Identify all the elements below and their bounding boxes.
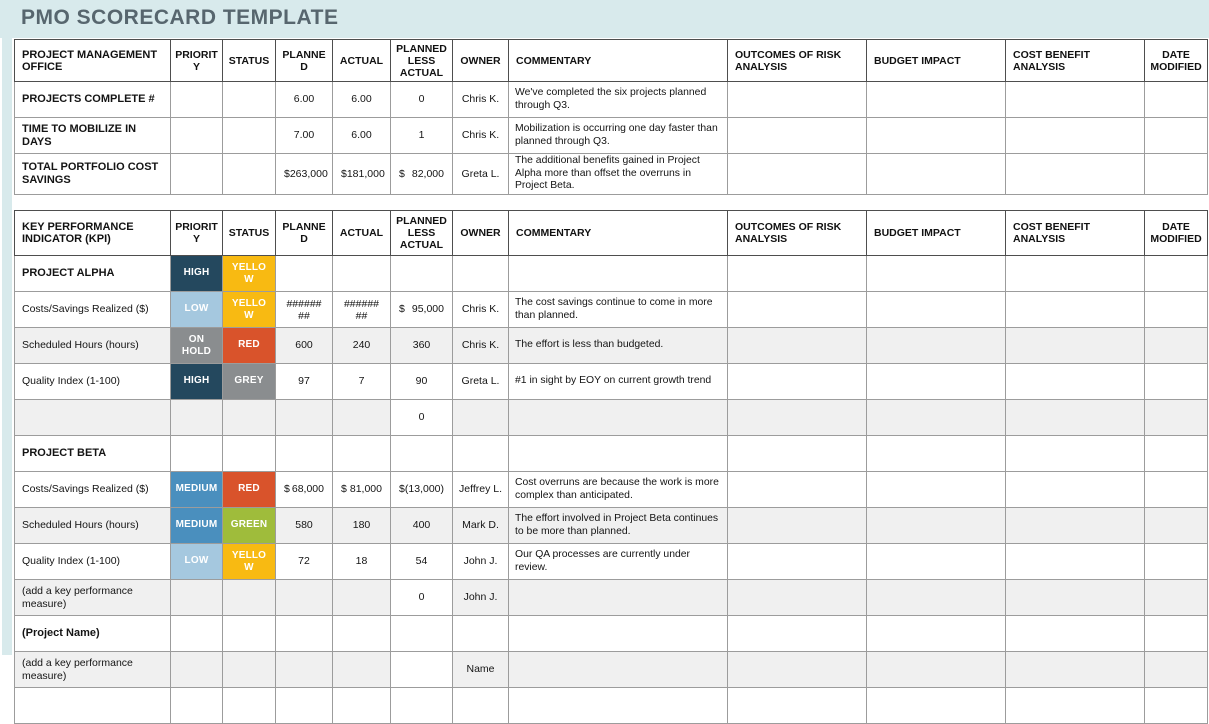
title-bar bbox=[0, 0, 1209, 38]
currency-value bbox=[394, 483, 449, 496]
table-row bbox=[15, 616, 1208, 652]
currency-symbol: $ bbox=[399, 483, 405, 496]
cell-label[interactable]: (Project Name) bbox=[15, 616, 171, 652]
cell-commentary[interactable]: Our QA processes are currently under review. bbox=[509, 544, 728, 580]
currency-amount: (13,000) bbox=[404, 483, 444, 496]
cell-priority[interactable] bbox=[171, 154, 223, 195]
cell-priority[interactable] bbox=[171, 580, 223, 616]
col-header-outcomes-of-risk-analysis[interactable]: OUTCOMES OF RISK ANALYSIS bbox=[728, 40, 867, 82]
pmo-summary-table bbox=[14, 39, 1208, 195]
currency-symbol: $ bbox=[399, 167, 405, 180]
currency-symbol: $ bbox=[341, 167, 347, 180]
cell-risk[interactable] bbox=[728, 616, 867, 652]
cell-actual[interactable] bbox=[333, 580, 391, 616]
cell-owner[interactable]: John J. bbox=[453, 544, 509, 580]
cell-risk[interactable] bbox=[728, 82, 867, 118]
cell-pla[interactable]: 54 bbox=[391, 544, 453, 580]
status-badge: GREEN bbox=[230, 519, 268, 531]
cell-status[interactable] bbox=[223, 436, 276, 472]
kpi-table bbox=[14, 210, 1208, 724]
cell-status[interactable] bbox=[223, 616, 276, 652]
cell-risk[interactable] bbox=[728, 400, 867, 436]
cell-priority[interactable] bbox=[171, 118, 223, 154]
col-header-date-modified[interactable]: DATE MODIFIED bbox=[1145, 40, 1208, 82]
cell-status[interactable] bbox=[223, 652, 276, 688]
cell-pla[interactable]: 0 bbox=[391, 82, 453, 118]
overflow-hashes: ######## bbox=[286, 297, 322, 322]
cell-date[interactable] bbox=[1145, 436, 1208, 472]
cell-status[interactable] bbox=[223, 544, 276, 580]
table-row bbox=[15, 508, 1208, 544]
cell-risk[interactable] bbox=[728, 256, 867, 292]
cell-commentary[interactable]: The effort is less than budgeted. bbox=[509, 328, 728, 364]
cell-priority[interactable] bbox=[171, 400, 223, 436]
cell-pla[interactable] bbox=[391, 436, 453, 472]
cell-date[interactable] bbox=[1145, 118, 1208, 154]
table-row bbox=[15, 544, 1208, 580]
cell-owner[interactable] bbox=[453, 436, 509, 472]
cell-cost[interactable] bbox=[1006, 82, 1145, 118]
cell-budget[interactable] bbox=[867, 472, 1006, 508]
cell-status[interactable] bbox=[223, 400, 276, 436]
cell-planned[interactable] bbox=[276, 256, 333, 292]
cell-cost[interactable] bbox=[1006, 436, 1145, 472]
cell-planned[interactable] bbox=[276, 688, 333, 724]
cell-commentary[interactable]: The effort involved in Project Beta continues to be more than planned. bbox=[509, 508, 728, 544]
cell-planned[interactable] bbox=[276, 616, 333, 652]
cell-cost[interactable] bbox=[1006, 508, 1145, 544]
col-header-budget-impact[interactable]: BUDGET IMPACT bbox=[867, 40, 1006, 82]
cell-label[interactable]: Costs/Savings Realized ($) bbox=[15, 472, 171, 508]
cell-cost[interactable] bbox=[1006, 580, 1145, 616]
cell-budget[interactable] bbox=[867, 328, 1006, 364]
cell-cost[interactable] bbox=[1006, 118, 1145, 154]
cell-owner[interactable]: Jeffrey L. bbox=[453, 472, 509, 508]
cell-cost[interactable] bbox=[1006, 616, 1145, 652]
currency-value bbox=[279, 483, 329, 496]
table-row bbox=[15, 82, 1208, 118]
cell-actual[interactable] bbox=[333, 472, 391, 508]
cell-actual[interactable] bbox=[333, 256, 391, 292]
cell-status[interactable] bbox=[223, 688, 276, 724]
col-header-priority[interactable]: PRIORITY bbox=[171, 211, 223, 256]
col-header-planned[interactable]: PLANNED bbox=[276, 40, 333, 82]
currency-value bbox=[394, 168, 449, 181]
cell-pla[interactable] bbox=[391, 472, 453, 508]
col-header-status[interactable]: STATUS bbox=[223, 40, 276, 82]
cell-priority[interactable] bbox=[171, 688, 223, 724]
cell-owner[interactable]: Greta L. bbox=[453, 364, 509, 400]
cell-commentary[interactable]: The cost savings continue to come in more than planned. bbox=[509, 292, 728, 328]
cell-risk[interactable] bbox=[728, 688, 867, 724]
cell-date[interactable] bbox=[1145, 82, 1208, 118]
cell-status[interactable] bbox=[223, 292, 276, 328]
cell-planned[interactable]: 600 bbox=[276, 328, 333, 364]
cell-date[interactable] bbox=[1145, 580, 1208, 616]
cell-priority[interactable] bbox=[171, 292, 223, 328]
cell-label[interactable]: TIME TO MOBILIZE IN DAYS bbox=[15, 118, 171, 154]
cell-commentary[interactable] bbox=[509, 256, 728, 292]
col-header-commentary[interactable]: COMMENTARY bbox=[509, 211, 728, 256]
cell-actual[interactable] bbox=[333, 688, 391, 724]
cell-cost[interactable] bbox=[1006, 328, 1145, 364]
cell-cost[interactable] bbox=[1006, 472, 1145, 508]
currency-amount: 81,000 bbox=[349, 483, 382, 496]
cell-status[interactable] bbox=[223, 472, 276, 508]
cell-risk[interactable] bbox=[728, 508, 867, 544]
cell-date[interactable] bbox=[1145, 688, 1208, 724]
cell-planned[interactable] bbox=[276, 292, 333, 328]
cell-budget[interactable] bbox=[867, 256, 1006, 292]
cell-actual[interactable]: 7 bbox=[333, 364, 391, 400]
table-row bbox=[15, 400, 1208, 436]
left-margin-strip bbox=[2, 38, 12, 655]
cell-status[interactable] bbox=[223, 256, 276, 292]
table-row bbox=[15, 328, 1208, 364]
cell-status[interactable] bbox=[223, 364, 276, 400]
cell-actual[interactable] bbox=[333, 292, 391, 328]
cell-risk[interactable] bbox=[728, 472, 867, 508]
currency-symbol: $ bbox=[341, 483, 347, 496]
cell-label[interactable]: Quality Index (1-100) bbox=[15, 544, 171, 580]
cell-budget[interactable] bbox=[867, 118, 1006, 154]
cell-budget[interactable] bbox=[867, 544, 1006, 580]
cell-budget[interactable] bbox=[867, 616, 1006, 652]
cell-actual[interactable]: 18 bbox=[333, 544, 391, 580]
col-header-project-management-office[interactable]: PROJECT MANAGEMENT OFFICE bbox=[15, 40, 171, 82]
cell-pla[interactable]: 0 bbox=[391, 580, 453, 616]
col-header-actual[interactable]: ACTUAL bbox=[333, 40, 391, 82]
cell-date[interactable] bbox=[1145, 364, 1208, 400]
cell-budget[interactable] bbox=[867, 436, 1006, 472]
cell-commentary[interactable] bbox=[509, 400, 728, 436]
cell-priority[interactable] bbox=[171, 82, 223, 118]
col-header-status[interactable]: STATUS bbox=[223, 211, 276, 256]
cell-status[interactable] bbox=[223, 508, 276, 544]
cell-actual[interactable] bbox=[333, 154, 391, 195]
col-header-planned-less-actual[interactable]: PLANNED LESS ACTUAL bbox=[391, 211, 453, 256]
status-badge: YELLOW bbox=[231, 549, 267, 573]
currency-amount: 82,000 bbox=[411, 167, 444, 180]
cell-pla[interactable] bbox=[391, 154, 453, 195]
cell-budget[interactable] bbox=[867, 688, 1006, 724]
table-row bbox=[15, 580, 1208, 616]
cell-label[interactable]: (add a key performance measure) bbox=[15, 580, 171, 616]
cell-priority[interactable] bbox=[171, 328, 223, 364]
cell-owner[interactable] bbox=[453, 256, 509, 292]
col-header-cost-benefit-analysis[interactable]: COST BENEFIT ANALYSIS bbox=[1006, 40, 1145, 82]
currency-value bbox=[279, 168, 329, 181]
cell-risk[interactable] bbox=[728, 436, 867, 472]
cell-priority[interactable] bbox=[171, 472, 223, 508]
cell-status[interactable] bbox=[223, 118, 276, 154]
table-row bbox=[15, 364, 1208, 400]
table-row bbox=[15, 652, 1208, 688]
currency-symbol: $ bbox=[399, 303, 405, 316]
cell-budget[interactable] bbox=[867, 82, 1006, 118]
priority-badge: ON HOLD bbox=[181, 333, 212, 357]
col-header-commentary[interactable]: COMMENTARY bbox=[509, 40, 728, 82]
currency-amount: 181,000 bbox=[346, 167, 385, 180]
cell-cost[interactable] bbox=[1006, 652, 1145, 688]
status-badge: GREY bbox=[234, 375, 264, 387]
col-header-actual[interactable]: ACTUAL bbox=[333, 211, 391, 256]
priority-badge: HIGH bbox=[183, 267, 210, 279]
cell-pla[interactable] bbox=[391, 652, 453, 688]
table-row bbox=[15, 118, 1208, 154]
cell-commentary[interactable]: Mobilization is occurring one day faster than planned through Q3. bbox=[509, 118, 728, 154]
cell-date[interactable] bbox=[1145, 292, 1208, 328]
cell-date[interactable] bbox=[1145, 400, 1208, 436]
cell-commentary[interactable]: #1 in sight by EOY on current growth trend bbox=[509, 364, 728, 400]
col-header-outcomes-of-risk-analysis[interactable]: OUTCOMES OF RISK ANALYSIS bbox=[728, 211, 867, 256]
cell-actual[interactable]: 240 bbox=[333, 328, 391, 364]
cell-label[interactable]: Scheduled Hours (hours) bbox=[15, 328, 171, 364]
col-header-planned-less-actual[interactable]: PLANNED LESS ACTUAL bbox=[391, 40, 453, 82]
cell-actual[interactable]: 180 bbox=[333, 508, 391, 544]
table-row bbox=[15, 688, 1208, 724]
cell-owner[interactable] bbox=[453, 688, 509, 724]
cell-date[interactable] bbox=[1145, 508, 1208, 544]
cell-commentary[interactable]: Cost overruns are because the work is more complex than anticipated. bbox=[509, 472, 728, 508]
cell-commentary[interactable] bbox=[509, 580, 728, 616]
cell-planned[interactable] bbox=[276, 436, 333, 472]
cell-budget[interactable] bbox=[867, 400, 1006, 436]
cell-commentary[interactable]: We've completed the six projects planned through Q3. bbox=[509, 82, 728, 118]
cell-label[interactable] bbox=[15, 688, 171, 724]
cell-status[interactable] bbox=[223, 580, 276, 616]
cell-priority[interactable] bbox=[171, 616, 223, 652]
cell-label[interactable]: Quality Index (1-100) bbox=[15, 364, 171, 400]
cell-budget[interactable] bbox=[867, 154, 1006, 195]
cell-owner[interactable]: Chris K. bbox=[453, 328, 509, 364]
cell-actual[interactable]: 6.00 bbox=[333, 118, 391, 154]
cell-planned[interactable]: 72 bbox=[276, 544, 333, 580]
cell-date[interactable] bbox=[1145, 256, 1208, 292]
col-header-budget-impact[interactable]: BUDGET IMPACT bbox=[867, 211, 1006, 256]
cell-planned[interactable]: 6.00 bbox=[276, 82, 333, 118]
status-badge: YELLOW bbox=[231, 261, 267, 285]
col-header-date-modified[interactable]: DATE MODIFIED bbox=[1145, 211, 1208, 256]
cell-pla[interactable] bbox=[391, 616, 453, 652]
cell-owner[interactable] bbox=[453, 400, 509, 436]
cell-cost[interactable] bbox=[1006, 292, 1145, 328]
cell-priority[interactable] bbox=[171, 652, 223, 688]
cell-actual[interactable] bbox=[333, 652, 391, 688]
cell-owner[interactable]: Greta L. bbox=[453, 154, 509, 195]
cell-budget[interactable] bbox=[867, 508, 1006, 544]
currency-amount: 263,000 bbox=[289, 167, 328, 180]
cell-planned[interactable] bbox=[276, 580, 333, 616]
cell-pla[interactable] bbox=[391, 688, 453, 724]
cell-actual[interactable]: 6.00 bbox=[333, 82, 391, 118]
cell-cost[interactable] bbox=[1006, 400, 1145, 436]
status-badge: YELLOW bbox=[231, 297, 267, 321]
cell-owner[interactable]: Chris K. bbox=[453, 118, 509, 154]
cell-actual[interactable] bbox=[333, 616, 391, 652]
status-badge: RED bbox=[238, 483, 260, 495]
col-header-priority[interactable]: PRIORITY bbox=[171, 40, 223, 82]
currency-symbol: $ bbox=[284, 167, 290, 180]
cell-priority[interactable] bbox=[171, 436, 223, 472]
cell-pla[interactable] bbox=[391, 292, 453, 328]
cell-label[interactable]: (add a key performance measure) bbox=[15, 652, 171, 688]
col-header-owner[interactable]: OWNER bbox=[453, 40, 509, 82]
cell-label[interactable]: Scheduled Hours (hours) bbox=[15, 508, 171, 544]
cell-risk[interactable] bbox=[728, 580, 867, 616]
cell-priority[interactable] bbox=[171, 256, 223, 292]
cell-priority[interactable] bbox=[171, 508, 223, 544]
cell-label[interactable] bbox=[15, 400, 171, 436]
cell-planned[interactable]: 580 bbox=[276, 508, 333, 544]
cell-budget[interactable] bbox=[867, 652, 1006, 688]
cell-status[interactable] bbox=[223, 154, 276, 195]
cell-planned[interactable] bbox=[276, 472, 333, 508]
cell-label[interactable]: PROJECT BETA bbox=[15, 436, 171, 472]
priority-badge: HIGH bbox=[183, 375, 210, 387]
cell-risk[interactable] bbox=[728, 364, 867, 400]
cell-risk[interactable] bbox=[728, 652, 867, 688]
cell-cost[interactable] bbox=[1006, 544, 1145, 580]
cell-pla[interactable]: 0 bbox=[391, 400, 453, 436]
cell-priority[interactable] bbox=[171, 544, 223, 580]
page-title: PMO SCORECARD TEMPLATE bbox=[21, 6, 339, 29]
currency-symbol: $ bbox=[284, 483, 290, 496]
col-header-owner[interactable]: OWNER bbox=[453, 211, 509, 256]
cell-budget[interactable] bbox=[867, 364, 1006, 400]
currency-value bbox=[336, 168, 387, 181]
cell-cost[interactable] bbox=[1006, 688, 1145, 724]
cell-date[interactable] bbox=[1145, 652, 1208, 688]
cell-date[interactable] bbox=[1145, 154, 1208, 195]
table-row bbox=[15, 436, 1208, 472]
table-row bbox=[15, 292, 1208, 328]
cell-cost[interactable] bbox=[1006, 154, 1145, 195]
cell-cost[interactable] bbox=[1006, 364, 1145, 400]
priority-badge: MEDIUM bbox=[175, 519, 218, 531]
cell-risk[interactable] bbox=[728, 154, 867, 195]
cell-label[interactable]: Costs/Savings Realized ($) bbox=[15, 292, 171, 328]
overflow-hashes: ######## bbox=[343, 297, 380, 322]
status-badge: RED bbox=[238, 339, 260, 351]
cell-risk[interactable] bbox=[728, 328, 867, 364]
cell-status[interactable] bbox=[223, 82, 276, 118]
cell-priority[interactable] bbox=[171, 364, 223, 400]
cell-label[interactable]: PROJECTS COMPLETE # bbox=[15, 82, 171, 118]
cell-risk[interactable] bbox=[728, 118, 867, 154]
cell-owner[interactable] bbox=[453, 616, 509, 652]
cell-risk[interactable] bbox=[728, 544, 867, 580]
cell-date[interactable] bbox=[1145, 616, 1208, 652]
cell-date[interactable] bbox=[1145, 472, 1208, 508]
cell-label[interactable]: PROJECT ALPHA bbox=[15, 256, 171, 292]
cell-commentary[interactable] bbox=[509, 688, 728, 724]
cell-owner[interactable]: Chris K. bbox=[453, 292, 509, 328]
cell-owner[interactable]: John J. bbox=[453, 580, 509, 616]
cell-planned[interactable] bbox=[276, 400, 333, 436]
header-row bbox=[15, 40, 1208, 82]
cell-owner[interactable]: Mark D. bbox=[453, 508, 509, 544]
cell-pla[interactable]: 360 bbox=[391, 328, 453, 364]
cell-planned[interactable] bbox=[276, 652, 333, 688]
currency-amount: 68,000 bbox=[291, 483, 324, 496]
cell-actual[interactable] bbox=[333, 436, 391, 472]
cell-budget[interactable] bbox=[867, 292, 1006, 328]
priority-badge: LOW bbox=[184, 303, 209, 315]
table-row bbox=[15, 154, 1208, 195]
col-header-cost-benefit-analysis[interactable]: COST BENEFIT ANALYSIS bbox=[1006, 211, 1145, 256]
currency-amount: 95,000 bbox=[411, 303, 444, 316]
col-header-key-performance-indicator-kpi[interactable]: KEY PERFORMANCE INDICATOR (KPI) bbox=[15, 211, 171, 256]
cell-label[interactable]: TOTAL PORTFOLIO COST SAVINGS bbox=[15, 154, 171, 195]
cell-owner[interactable]: Chris K. bbox=[453, 82, 509, 118]
cell-commentary[interactable] bbox=[509, 616, 728, 652]
cell-cost[interactable] bbox=[1006, 256, 1145, 292]
cell-status[interactable] bbox=[223, 328, 276, 364]
table-row bbox=[15, 472, 1208, 508]
table-row bbox=[15, 256, 1208, 292]
currency-value bbox=[394, 303, 449, 316]
header-row bbox=[15, 211, 1208, 256]
cell-pla[interactable]: 400 bbox=[391, 508, 453, 544]
cell-date[interactable] bbox=[1145, 328, 1208, 364]
priority-badge: MEDIUM bbox=[175, 483, 218, 495]
cell-planned[interactable] bbox=[276, 154, 333, 195]
cell-actual[interactable] bbox=[333, 400, 391, 436]
cell-pla[interactable] bbox=[391, 256, 453, 292]
cell-commentary[interactable] bbox=[509, 436, 728, 472]
cell-planned[interactable]: 97 bbox=[276, 364, 333, 400]
cell-commentary[interactable] bbox=[509, 652, 728, 688]
cell-pla[interactable]: 1 bbox=[391, 118, 453, 154]
col-header-planned[interactable]: PLANNED bbox=[276, 211, 333, 256]
cell-date[interactable] bbox=[1145, 544, 1208, 580]
currency-value bbox=[336, 483, 387, 496]
cell-commentary[interactable]: The additional benefits gained in Project Alpha more than offset the overruns in Project Beta. bbox=[509, 154, 728, 195]
cell-risk[interactable] bbox=[728, 292, 867, 328]
cell-budget[interactable] bbox=[867, 580, 1006, 616]
cell-pla[interactable]: 90 bbox=[391, 364, 453, 400]
cell-planned[interactable]: 7.00 bbox=[276, 118, 333, 154]
cell-owner[interactable]: Name bbox=[453, 652, 509, 688]
priority-badge: LOW bbox=[184, 555, 209, 567]
